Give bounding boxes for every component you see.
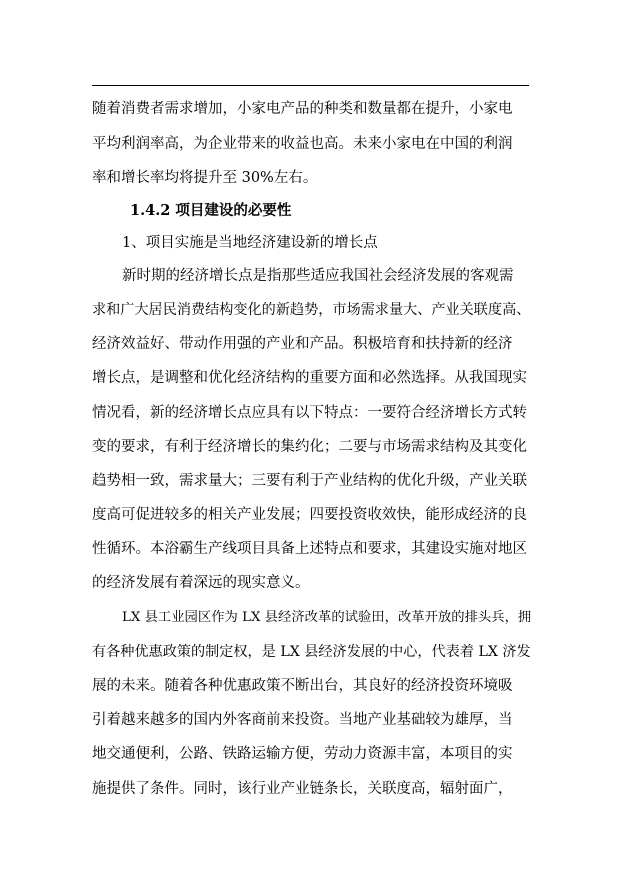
paragraph-line: 增长点，是调整和优化经济结构的重要方面和必然选择。从我国现实 (92, 370, 527, 386)
paragraph-line: 度高可促进较多的相关产业发展；四要投资收效快，能形成经济的良 (92, 507, 527, 523)
paragraph-line: 地交通便利，公路、铁路运输方便，劳动力资源丰富，本项目的实 (92, 746, 513, 762)
paragraph-line: 求和广大居民消费结构变化的新趋势，市场需求量大、产业关联度高、 (92, 302, 531, 318)
paragraph-line: 趋势相一致，需求量大；三要有利于产业结构的优化升级，产业关联 (92, 473, 527, 489)
paragraph-line: 随着消费者需求增加，小家电产品的种类和数量都在提升，小家电 (92, 101, 513, 117)
paragraph-line: 新时期的经济增长点是指那些适应我国社会经济发展的客观需 (122, 268, 514, 284)
subsection-heading: 1、项目实施是当地经济建设新的增长点 (122, 235, 378, 251)
header-rule (92, 85, 529, 86)
paragraph-line: 变的要求，有利于经济增长的集约化；二要与市场需求结构及其变化 (92, 439, 527, 455)
paragraph-line: 有各种优惠政策的制定权，是 LX 县经济发展的中心，代表着 LX 济发 (92, 644, 531, 660)
paragraph-line: 平均利润率高，为企业带来的收益也高。未来小家电在中国的利润 (92, 136, 513, 152)
section-heading: 1.4.2 项目建设的必要性 (130, 202, 292, 219)
paragraph-line: 性循环。本浴霸生产线项目具备上述特点和要求，其建设实施对地区 (92, 541, 527, 557)
paragraph-line: 的经济发展有着深远的现实意义。 (92, 575, 310, 591)
paragraph-line: 率和增长率均将提升至 30%左右。 (92, 170, 318, 186)
paragraph-line: 展的未来。随着各种优惠政策不断出台，其良好的经济投资环境吸 (92, 678, 513, 694)
paragraph-line: 引着越来越多的国内外客商前来投资。当地产业基础较为雄厚，当 (92, 712, 513, 728)
paragraph-line: 情况看，新的经济增长点应具有以下特点：一要符合经济增长方式转 (92, 405, 527, 421)
paragraph-line: 经济效益好、带动作用强的产业和产品。积极培育和扶持新的经济 (92, 336, 513, 352)
paragraph-line: 施提供了条件。同时，该行业产业链条长，关联度高，辐射面广， (92, 781, 513, 797)
paragraph-line: LX 县工业园区作为 LX 县经济改革的试验田，改革开放的排头兵，拥 (122, 610, 532, 625)
